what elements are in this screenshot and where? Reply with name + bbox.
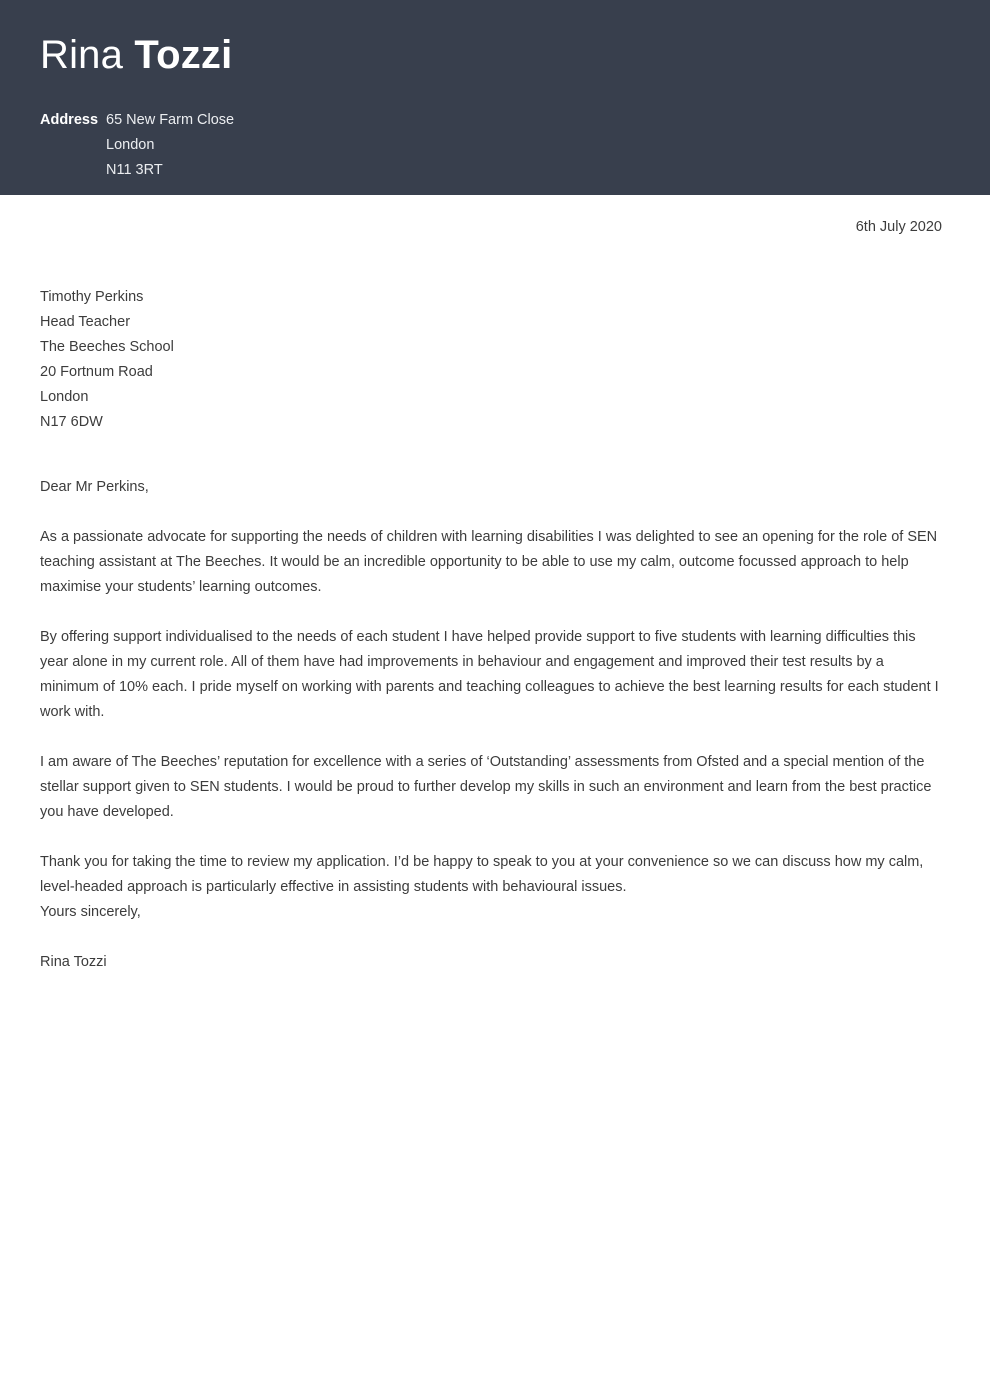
letter-date: 6th July 2020 <box>855 219 942 235</box>
letter-paragraphs <box>40 525 945 900</box>
first-name: Rina <box>40 33 124 77</box>
letter-paragraph: I am aware of The Beeches’ reputation for excellence with a series of ‘Outstanding’ assessments from Ofsted and a special mention of the stellar support given to SEN students. I would be proud to further develop my skills in such an environment and learn from the best practice you have developed. <box>40 754 932 820</box>
sender-address-line: London <box>106 137 155 153</box>
sender-address-line: 65 New Farm Close <box>106 112 235 128</box>
letter-signature: Rina Tozzi <box>40 954 107 970</box>
letter-paragraph: Thank you for taking the time to review my application. I’d be happy to speak to you at your convenience so we can discuss how my calm, level-headed approach is particularly effective in assisting students with behavioural issues. <box>40 854 924 895</box>
recipient-line: 20 Fortnum Road <box>40 364 153 380</box>
letter-body <box>0 195 990 975</box>
last-name: Tozzi <box>134 33 233 77</box>
letter-paragraph: As a passionate advocate for supporting the needs of children with learning disabilities I was delighted to see an opening for the role of SEN teaching assistant at The Beeches. It would be an incredible opportunity to be able to use my calm, outcome focussed approach to help maximise your students’ learning outcomes. <box>40 529 938 595</box>
letter-closing: Yours sincerely, <box>40 904 141 920</box>
recipient-line: The Beeches School <box>40 339 174 355</box>
recipient-line: Timothy Perkins <box>40 289 144 305</box>
sender-address-lines <box>106 108 234 183</box>
sender-address-block <box>40 108 950 183</box>
page-title <box>40 30 950 80</box>
salutation: Dear Mr Perkins, <box>40 479 149 495</box>
letter-paragraph: By offering support individualised to the needs of each student I have helped provide support to five students with learning difficulties this year alone in my current role. All of them have had improvements in behaviour and engagement and improved their test results by a minimum of 10% each. I pride myself on working with parents and teaching colleagues to achieve the best learning results for each student I work with. <box>40 629 939 720</box>
letter-header <box>0 0 990 195</box>
address-label: Address <box>40 112 99 128</box>
recipient-line: London <box>40 389 89 405</box>
sender-address-line: N11 3RT <box>106 162 163 178</box>
recipient-line: Head Teacher <box>40 314 131 330</box>
recipient-line: N17 6DW <box>40 414 103 430</box>
recipient-address-block <box>40 285 945 435</box>
